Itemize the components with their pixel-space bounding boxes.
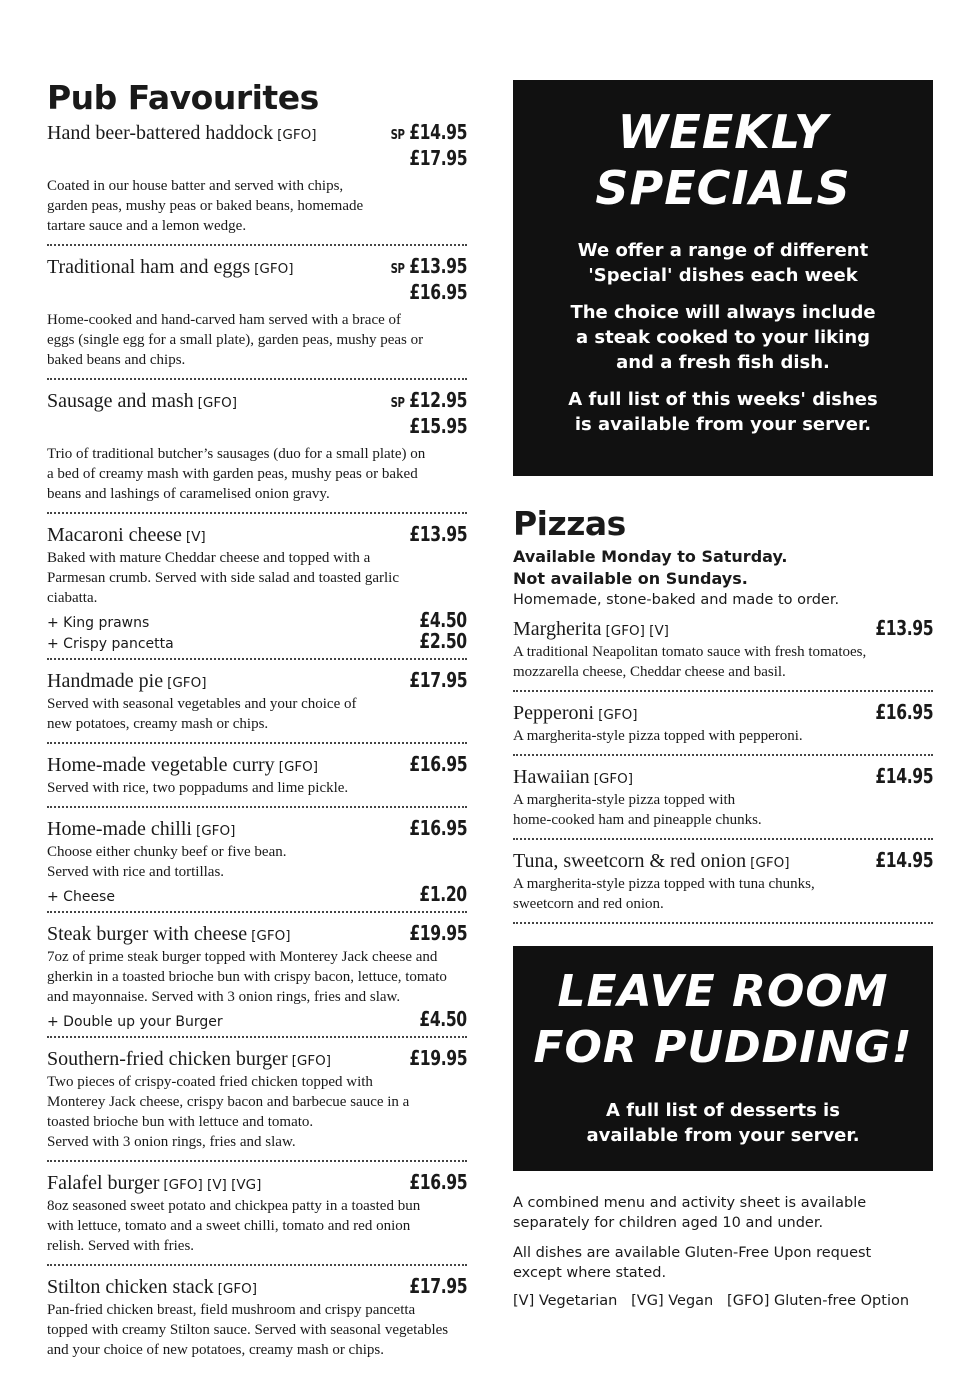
price-amount: £17.95 <box>409 146 467 170</box>
item-description <box>47 444 467 504</box>
description-line: Monterey Jack cheese, crispy bacon and barbecue sauce in a <box>47 1094 410 1110</box>
note-line: All dishes are available Gluten-Free Upon request <box>513 1245 872 1261</box>
text-line: available from your server. <box>586 1125 860 1146</box>
dietary-tags: [GFO] <box>167 675 207 691</box>
pub-favourites-section <box>47 78 467 1360</box>
item-row <box>47 388 467 414</box>
pudding-text <box>513 1098 933 1148</box>
menu-item <box>47 1046 467 1152</box>
item-price <box>875 848 933 872</box>
item-description <box>47 694 467 734</box>
item-extra <box>47 882 467 906</box>
description-line: tartare sauce and a lemon wedge. <box>47 218 247 234</box>
description-line: relish. Served with fries. <box>47 1238 195 1254</box>
description-line: with lettuce, tomato and a sweet chilli, tomato and red onion <box>47 1218 411 1234</box>
description-line: Parmesan crumb. Served with side salad and toasted garlic <box>47 570 399 586</box>
text-line: and a fresh fish dish. <box>616 352 830 373</box>
item-price <box>409 280 467 304</box>
item-price <box>409 1170 467 1194</box>
item-row <box>47 1274 467 1300</box>
item-row <box>47 752 467 778</box>
price-amount: £13.95 <box>875 616 933 640</box>
price-amount: £16.95 <box>409 816 467 840</box>
item-name: Southern-fried chicken burger <box>47 1048 288 1070</box>
item-price <box>409 668 467 692</box>
description-line: Two pieces of crispy-coated fried chicken topped with <box>47 1074 373 1090</box>
item-name: Traditional ham and eggs <box>47 256 251 278</box>
text-line: 'Special' dishes each week <box>588 265 858 286</box>
dietary-tags: [GFO] <box>197 395 238 411</box>
small-plate-label: SP <box>390 262 405 277</box>
item-price <box>409 522 467 546</box>
extra-price: £1.20 <box>419 882 467 906</box>
dotted-divider <box>513 922 933 924</box>
item-row <box>47 254 467 280</box>
description-line: and your choice of new potatoes, creamy mash or chips. <box>47 1342 384 1358</box>
text-line: A full list of desserts is <box>606 1100 840 1121</box>
item-name-wrap <box>47 256 294 279</box>
specials-paragraph <box>513 300 933 375</box>
item-row <box>513 764 933 790</box>
item-name-wrap <box>513 850 790 873</box>
description-line: Served with rice, two poppadums and lime pickle. <box>47 780 349 796</box>
price-amount: £17.95 <box>409 668 467 692</box>
item-price <box>409 752 467 776</box>
item-extra <box>47 1007 467 1031</box>
availability-line: Not available on Sundays. <box>513 569 748 588</box>
text-line: A full list of this weeks' dishes <box>568 389 878 410</box>
extra-label: + King prawns <box>47 615 150 631</box>
item-row <box>47 668 467 694</box>
item-row <box>47 1170 467 1196</box>
dotted-divider <box>47 911 467 913</box>
item-name: Home-made vegetable curry <box>47 754 275 776</box>
title-line: LEAVE ROOM <box>557 966 889 1017</box>
note-line: separately for children aged 10 and under. <box>513 1215 824 1231</box>
item-price <box>409 1046 467 1070</box>
item-price <box>409 816 467 840</box>
description-line: ciabatta. <box>47 590 98 606</box>
description-line: A margherita-style pizza topped with tuna chunks, <box>513 876 815 892</box>
description-line: Coated in our house batter and served with chips, <box>47 178 344 194</box>
description-line: gherkin in a toasted brioche bun with crispy bacon, lettuce, tomato <box>47 969 447 985</box>
description-line: Served with rice and tortillas. <box>47 864 225 880</box>
item-name: Tuna, sweetcorn & red onion <box>513 850 747 872</box>
item-name-wrap <box>513 702 637 725</box>
note-line: A combined menu and activity sheet is available <box>513 1195 867 1211</box>
description-line: eggs (single egg for a small plate), garden peas, mushy peas or <box>47 332 424 348</box>
item-description <box>47 310 467 370</box>
item-price <box>390 120 467 144</box>
item-name: Hand beer-battered haddock <box>47 122 274 144</box>
pudding-title <box>513 964 933 1076</box>
description-line: garden peas, mushy peas or baked beans, homemade <box>47 198 364 214</box>
item-row <box>47 146 467 172</box>
dotted-divider <box>47 512 467 514</box>
price-amount: £17.95 <box>409 1274 467 1298</box>
item-description <box>513 790 933 830</box>
menu-item <box>47 388 467 504</box>
item-name-wrap <box>513 618 669 641</box>
price-amount: £16.95 <box>409 752 467 776</box>
text-line: We offer a range of different <box>577 240 869 261</box>
price-amount: £14.95 <box>875 764 933 788</box>
item-name-wrap <box>47 923 291 946</box>
menu-item <box>47 1170 467 1256</box>
description-line: Served with 3 onion rings, fries and slaw. <box>47 1134 296 1150</box>
right-column <box>513 80 933 1311</box>
title-line: SPECIALS <box>595 161 851 215</box>
item-price <box>409 1274 467 1298</box>
item-extra <box>47 629 467 653</box>
extra-label: + Cheese <box>47 889 115 905</box>
title-line: FOR PUDDING! <box>533 1022 913 1073</box>
menu-item <box>513 848 933 914</box>
item-description <box>47 176 467 236</box>
item-name: Falafel burger <box>47 1172 160 1194</box>
pudding-box <box>513 946 933 1171</box>
footer-notes <box>513 1193 933 1311</box>
description-line: A margherita-style pizza topped with pepperoni. <box>513 728 803 744</box>
item-name-wrap <box>47 1048 331 1071</box>
dietary-tags: [GFO] <box>195 823 236 839</box>
description-line: Choose either chunky beef or five bean. <box>47 844 287 860</box>
small-plate-label: SP <box>390 396 405 411</box>
note-line: except where stated. <box>513 1265 667 1281</box>
extra-label: + Crispy pancetta <box>47 636 174 652</box>
pub-favourites-list <box>47 120 467 1360</box>
extra-price: £4.50 <box>419 608 467 632</box>
description-line: 8oz seasoned sweet potato and chickpea patty in a toasted bun <box>47 1198 421 1214</box>
dotted-divider <box>47 378 467 380</box>
description-line: mozzarella cheese, Cheddar cheese and basil. <box>513 664 786 680</box>
text-line: The choice will always include <box>570 302 876 323</box>
menu-item <box>47 668 467 734</box>
item-description <box>47 1196 467 1256</box>
item-row <box>513 700 933 726</box>
dietary-tags: [GFO] <box>251 928 291 944</box>
price-amount: £12.95 <box>409 388 467 412</box>
price-amount: £19.95 <box>409 1046 467 1070</box>
item-price <box>390 254 467 278</box>
description-line: 7oz of prime steak burger topped with Monterey Jack cheese and <box>47 949 438 965</box>
item-description <box>47 548 467 608</box>
dotted-divider <box>47 742 467 744</box>
small-plate-label: SP <box>390 128 405 143</box>
item-row <box>47 1046 467 1072</box>
dotted-divider <box>47 658 467 660</box>
menu-item <box>47 254 467 370</box>
item-name-wrap <box>47 1276 257 1299</box>
item-name: Stilton chicken stack <box>47 1276 214 1298</box>
price-amount: £16.95 <box>875 700 933 724</box>
item-description <box>513 726 933 746</box>
menu-item <box>513 764 933 830</box>
item-price <box>390 388 467 412</box>
description-line: Baked with mature Cheddar cheese and topped with a <box>47 550 371 566</box>
price-amount: £14.95 <box>875 848 933 872</box>
dietary-tags: [GFO] <box>217 1281 258 1297</box>
weekly-specials-title <box>513 104 933 216</box>
price-amount: £15.95 <box>409 414 467 438</box>
item-description <box>513 874 933 914</box>
price-amount: £13.95 <box>409 254 467 278</box>
text-line: a steak cooked to your liking <box>575 327 871 348</box>
description-line: topped with creamy Stilton sauce. Served with seasonal vegetables <box>47 1322 449 1338</box>
item-description <box>47 947 467 1007</box>
menu-item <box>47 1274 467 1360</box>
item-name: Handmade pie <box>47 670 164 692</box>
dotted-divider <box>47 244 467 246</box>
specials-paragraph <box>513 387 933 437</box>
children-note <box>513 1193 933 1233</box>
dietary-tags: [GFO] <box>254 261 294 277</box>
description-line: A margherita-style pizza topped with <box>513 792 736 808</box>
item-price <box>409 414 467 438</box>
dotted-divider <box>513 838 933 840</box>
pizzas-subtitle: Homemade, stone-baked and made to order. <box>513 592 840 608</box>
item-name: Sausage and mash <box>47 390 194 412</box>
item-name: Margherita <box>513 618 602 640</box>
dotted-divider <box>513 754 933 756</box>
dietary-tags: [GFO] <box>278 759 319 775</box>
description-line: new potatoes, creamy mash or chips. <box>47 716 269 732</box>
item-name-wrap <box>513 766 633 789</box>
dietary-tags: [V] <box>185 529 206 545</box>
dotted-divider <box>47 1264 467 1266</box>
dotted-divider <box>47 1036 467 1038</box>
gluten-note <box>513 1243 933 1283</box>
item-row <box>47 522 467 548</box>
item-name-wrap <box>47 122 317 145</box>
menu-item <box>47 522 467 653</box>
dietary-tags: [GFO] [V] <box>605 623 669 639</box>
description-line: toasted brioche bun with lettuce and tomato. <box>47 1114 314 1130</box>
specials-paragraph <box>513 238 933 288</box>
item-row <box>47 816 467 842</box>
menu-item <box>47 752 467 798</box>
dietary-tags: [GFO] [V] [VG] <box>163 1177 262 1193</box>
item-name: Pepperoni <box>513 702 595 724</box>
menu-item <box>513 700 933 746</box>
item-name-wrap <box>47 754 318 777</box>
item-name: Hawaiian <box>513 766 590 788</box>
item-description <box>47 842 467 882</box>
item-description <box>47 778 467 798</box>
description-line: sweetcorn and red onion. <box>513 896 664 912</box>
menu-item <box>47 120 467 236</box>
description-line: A traditional Neapolitan tomato sauce with fresh tomatoes, <box>513 644 867 660</box>
item-row <box>47 921 467 947</box>
item-name-wrap <box>47 524 206 547</box>
pizzas-section <box>513 504 933 924</box>
menu-item <box>47 816 467 906</box>
item-row <box>47 414 467 440</box>
item-name-wrap <box>47 670 206 693</box>
item-row <box>513 616 933 642</box>
item-extra <box>47 608 467 632</box>
dotted-divider <box>513 690 933 692</box>
dotted-divider <box>47 806 467 808</box>
price-amount: £16.95 <box>409 280 467 304</box>
item-price <box>409 921 467 945</box>
dietary-tags: [GFO] <box>750 855 790 871</box>
item-row <box>47 280 467 306</box>
price-amount: £14.95 <box>409 120 467 144</box>
section-title: Pub Favourites <box>47 78 319 117</box>
item-name: Steak burger with cheese <box>47 923 248 945</box>
item-description <box>47 1072 467 1152</box>
description-line: Home-cooked and hand-carved ham served with a brace of <box>47 312 402 328</box>
item-description <box>47 1300 467 1360</box>
pizza-list <box>513 616 933 924</box>
description-line: and mayonnaise. Served with 3 onion rings, fries and slaw. <box>47 989 401 1005</box>
dietary-tags: [GFO] <box>291 1053 332 1069</box>
item-description <box>513 642 933 682</box>
weekly-specials-box <box>513 80 933 476</box>
extra-label: + Double up your Burger <box>47 1014 223 1030</box>
description-line: Pan-fried chicken breast, field mushroom and crispy pancetta <box>47 1302 416 1318</box>
dietary-legend: [V] Vegetarian [VG] Vegan [GFO] Gluten-free Option <box>513 1293 910 1309</box>
weekly-specials-text <box>513 238 933 437</box>
extra-price: £4.50 <box>419 1007 467 1031</box>
dotted-divider <box>47 1160 467 1162</box>
menu-item <box>513 616 933 682</box>
menu-item <box>47 921 467 1031</box>
description-line: a bed of creamy mash with garden peas, mushy peas or baked <box>47 466 418 482</box>
item-name-wrap <box>47 818 235 841</box>
item-row <box>513 848 933 874</box>
item-name: Home-made chilli <box>47 818 192 840</box>
availability-line: Available Monday to Saturday. <box>513 547 788 566</box>
item-name-wrap <box>47 390 237 413</box>
description-line: Trio of traditional butcher’s sausages (duo for a small plate) on <box>47 446 426 462</box>
title-line: WEEKLY <box>617 105 829 159</box>
text-line: is available from your server. <box>574 414 872 435</box>
price-amount: £19.95 <box>409 921 467 945</box>
item-price <box>875 700 933 724</box>
price-amount: £13.95 <box>409 522 467 546</box>
description-line: Served with seasonal vegetables and your choice of <box>47 696 357 712</box>
item-name-wrap <box>47 1172 261 1195</box>
price-amount: £16.95 <box>409 1170 467 1194</box>
description-line: beans and lashings of caramelised onion gravy. <box>47 486 330 502</box>
dietary-tags: [GFO] <box>598 707 638 723</box>
item-price <box>875 616 933 640</box>
item-row <box>47 120 467 146</box>
item-price <box>409 146 467 170</box>
description-line: baked beans and chips. <box>47 352 186 368</box>
description-line: home-cooked ham and pineapple chunks. <box>513 812 762 828</box>
dietary-tags: [GFO] <box>277 127 317 143</box>
item-price <box>875 764 933 788</box>
item-name: Macaroni cheese <box>47 524 182 546</box>
section-title: Pizzas <box>513 504 626 543</box>
dietary-tags: [GFO] <box>593 771 634 787</box>
extra-price: £2.50 <box>419 629 467 653</box>
